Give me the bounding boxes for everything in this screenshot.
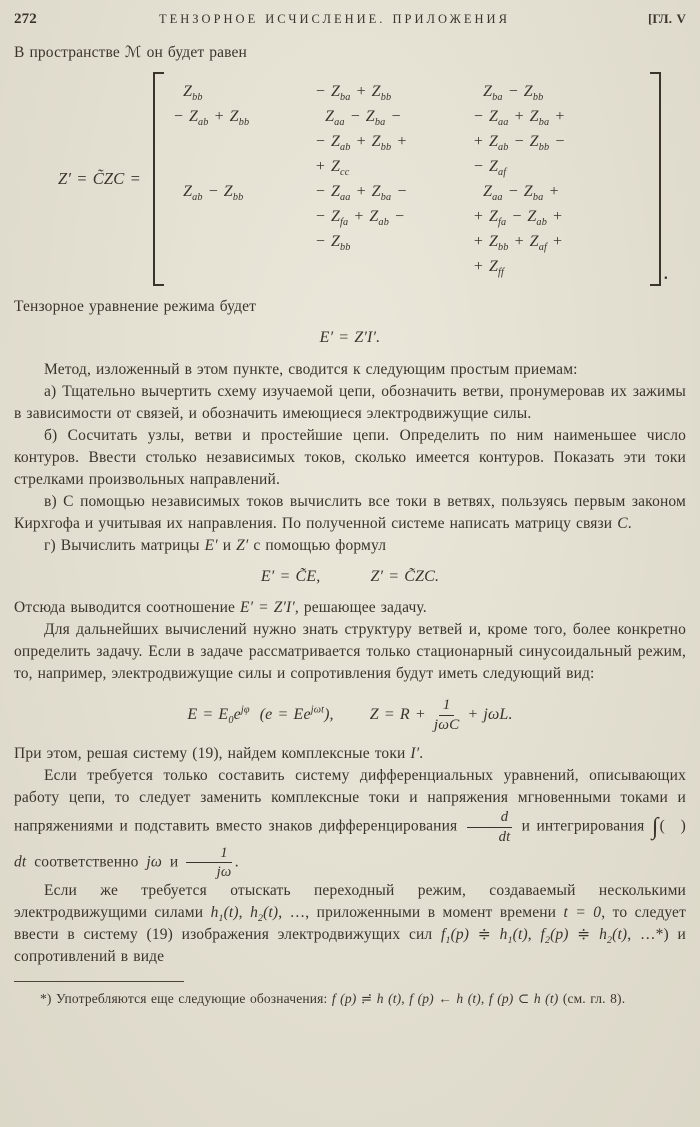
matrix-cell: + $Z_{fa} - Z_{ab}$ +: [472, 208, 563, 229]
matrix-period: .: [663, 266, 668, 283]
matrix-cell: $Z_{ab} - Z_{bb}$: [172, 183, 244, 204]
emf-part1: $E = E_0e^{j\varphi}$: [187, 704, 250, 727]
matrix-cell: − $Z_{af}$: [472, 158, 507, 179]
diff-text-2: и интегрирования: [521, 817, 645, 835]
impedance-tail: + jωL.: [467, 706, 513, 724]
transient-paragraph: Если же требуется отыскать переходный режим, создаваемый несколькими электродвижущими силами $h_1(t)$, $h_2(t)$, …, приложенными в момент времени t = 0, то следует ввести в систему (19) изображения электродвижущих сил $f_1(p)$ ≑ $h_1(t)$, $f_2(p)$ ≑ $h_2(t)$, …*) и сопротивлений в виде: [14, 882, 687, 966]
fraction-numerator: d: [467, 809, 513, 827]
page-header: [14, 8, 686, 30]
matrix-row: [173, 154, 641, 179]
matrix-cell: $Z_{aa} - Z_{ba}$ +: [472, 183, 560, 204]
matrix-cell: − $Z_{ab} + Z_{bb}$: [172, 108, 250, 129]
diff-text-1: Если требуется только составить систему дифференциальных уравнений, описывающих работу цепи, то следует заменить комплексные токи и напряжения мгновенными токами и напряжениями и подставить вместо знаков дифференцирования: [14, 767, 686, 835]
further-paragraph: Для дальнейших вычислений нужно знать структуру ветвей и, кроме того, более конкретно определить задачу. Если в задаче рассматривается только стационарный синусоидальный режим, то, например, электродвижущие силы и сопротивления будут иметь следующий вид:: [14, 621, 686, 682]
matrix-cell: + $Z_{bb} + Z_{af}$ +: [472, 233, 563, 254]
list-item-b: б) Сосчитать узлы, ветви и простейшие цепи. Определить по ним наименьшее число контуров. Ввести столько независимых токов, сколько имеется контуров. Показать эти токи стрелками произвольных направлений.: [14, 427, 686, 488]
matrix-cell: [173, 129, 315, 154]
ez-formula-right: Z′ = C̃ZC.: [370, 568, 440, 585]
fraction-denominator: dt: [498, 828, 511, 845]
matrix-grid: [173, 72, 641, 286]
matrix-row: [173, 129, 641, 154]
matrix-cell: [315, 254, 473, 279]
fraction-denominator: jω: [216, 864, 232, 880]
method-intro-paragraph: Метод, изложенный в этом пункте, сводится к следующим простым приемам:: [44, 361, 578, 378]
diff-text-3: ( ) dt соответственно jω и: [14, 817, 686, 871]
tensor-equation-intro: Тензорное уравнение режима будет: [14, 298, 257, 315]
right-bracket: [650, 72, 661, 286]
fraction-numerator: 1: [186, 845, 232, 863]
regime-formula: E′ = Z′I′.: [319, 329, 381, 346]
list-item-g: г) Вычислить матрицы E′ и Z′ с помощью формул: [44, 537, 387, 554]
matrix-row: [173, 104, 641, 129]
matrix-cell: $Z_{ba} - Z_{bb}$: [472, 83, 544, 104]
matrix-row: [173, 204, 641, 229]
matrix-row: [173, 79, 641, 104]
footnote-text: *) Употребляются еще следующие обозначения: f (p) ≓ h (t), f (p) ← h (t), f (p) ⊂ h (t) (см. гл. 8).: [40, 991, 626, 1007]
fraction-denominator: jωC: [433, 715, 460, 733]
intro-paragraph: В пространстве ℳ он будет равен: [14, 44, 248, 61]
matrix-equation: [58, 72, 686, 286]
page-number: 272: [14, 11, 37, 27]
diff-text-4: .: [234, 853, 239, 871]
matrix-cell: + $Z_{cc}$: [314, 158, 350, 179]
matrix-cell: [173, 154, 315, 179]
footnote-rule: [14, 981, 184, 982]
list-item-v: в) С помощью независимых токов вычислить все токи в ветвях, пользуясь первым законом Кирхгофа и учитывая их направления. По полученной системе написать матрицу связи C.: [14, 493, 686, 532]
complex-currents-paragraph: При этом, решая систему (19), найдем комплексные токи I′.: [14, 745, 424, 763]
matrix-cell: $Z_{aa} - Z_{ba}$ −: [314, 108, 402, 129]
chapter-ref: [ГЛ. V: [647, 11, 686, 26]
matrix-cell: − $Z_{aa} + Z_{ba}$ −: [314, 183, 408, 204]
one-over-jw-fraction: [186, 845, 232, 880]
emf-part2: $(e = Ee^{j\omega t})$,: [259, 704, 334, 724]
matrix-row: [173, 229, 641, 254]
running-title: ТЕНЗОРНОЕ ИСЧИСЛЕНИЕ. ПРИЛОЖЕНИЯ: [158, 12, 510, 26]
integral-icon: ∫: [651, 814, 659, 841]
matrix-lhs: Z′ = C̃ZC =: [58, 169, 141, 188]
emf-impedance-formula: [14, 697, 686, 733]
matrix-cell: [173, 204, 315, 229]
matrix-cell: + $Z_{ab} - Z_{bb}$ −: [472, 133, 566, 154]
fraction-numerator: 1: [439, 697, 455, 716]
matrix-cell: − $Z_{ba} + Z_{bb}$: [314, 83, 392, 104]
matrix-row: [173, 179, 641, 204]
impedance-part: Z = R +: [369, 706, 426, 724]
ddt-fraction: [467, 809, 513, 844]
matrix-cell: − $Z_{ab} + Z_{bb}$ +: [314, 133, 408, 154]
matrix-row: [173, 254, 641, 279]
matrix-cell: − $Z_{aa} + Z_{ba}$ +: [472, 108, 566, 129]
book-page: [14, 8, 686, 1008]
matrix-cell: + $Z_{ff}$: [472, 258, 504, 279]
matrix-cell: − $Z_{bb}$: [314, 233, 351, 254]
matrix-cell: − $Z_{fa} + Z_{ab}$ −: [314, 208, 405, 229]
list-item-a: а) Тщательно вычертить схему изучаемой цепи, обозначить ветви, пронумеровав их зажимы в зависимости от связей, и обозначить имеющиеся электродвижущие силы.: [14, 383, 686, 422]
ez-formula: [14, 566, 686, 588]
left-bracket: [153, 72, 164, 286]
ez-formula-left: E′ = C̃E,: [260, 568, 321, 585]
matrix-cell: [173, 254, 315, 279]
conclusion-paragraph: Отсюда выводится соотношение E′ = Z′I′, решающее задачу.: [14, 599, 427, 616]
matrix-cell: [173, 229, 315, 254]
matrix-cell: $Z_{bb}$: [172, 83, 203, 104]
differential-paragraph: [14, 765, 686, 880]
impedance-fraction: [434, 697, 460, 733]
